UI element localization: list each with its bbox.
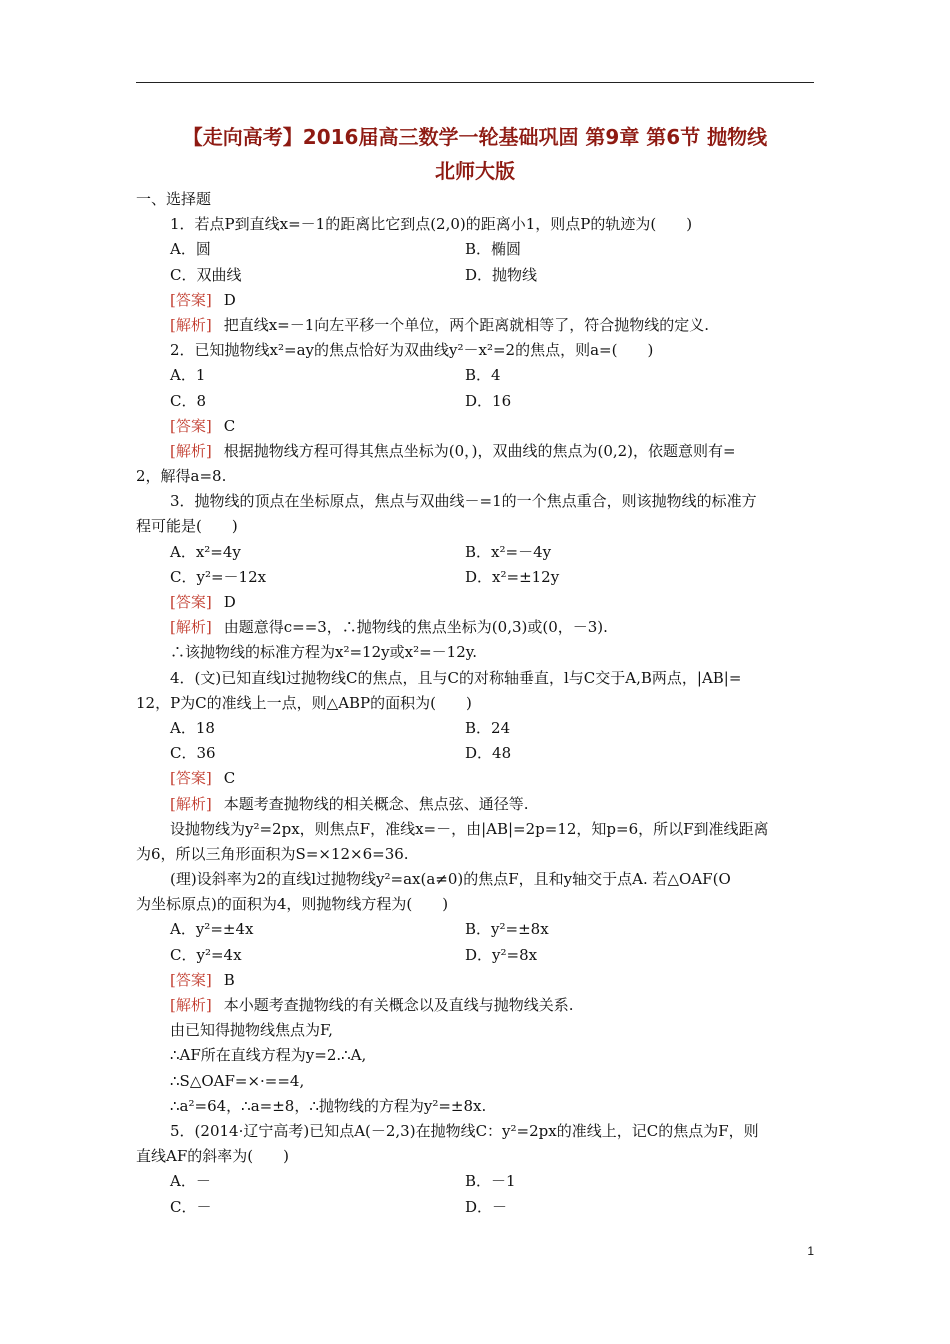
answer-tag: [解析] <box>170 618 212 637</box>
header-rule <box>136 82 814 83</box>
text-line: 一、选择题 <box>136 190 212 208</box>
text-line: 12，P为C的准线上一点，则△ABP的面积为( ) <box>136 693 472 712</box>
option-right: D．－ <box>465 1197 508 1216</box>
option-left: A．－ <box>170 1172 211 1191</box>
option-left: A．y²=±4x <box>170 920 254 939</box>
text-line: 2，解得a=8. <box>136 467 227 486</box>
answer-text: D <box>223 290 236 309</box>
option-row <box>136 540 816 565</box>
answer-text: 根据抛物线方程可得其焦点坐标为(0，)，双曲线的焦点为(0,2)，依题意则有= <box>223 441 736 460</box>
text-line: 3．抛物线的顶点在坐标原点，焦点与双曲线－=1的一个焦点重合，则该抛物线的标准方 <box>170 492 757 511</box>
option-left: C．8 <box>170 391 207 410</box>
answer-tag: [答案] <box>170 416 212 435</box>
answer-tag: [答案] <box>170 970 212 989</box>
answer-line <box>136 993 816 1018</box>
answer-tag: [解析] <box>170 794 212 813</box>
option-row <box>136 1195 816 1220</box>
text-line: 2．已知抛物线x²=ay的焦点恰好为双曲线y²－x²=2的焦点，则a=( ) <box>170 341 654 360</box>
page-number: 1 <box>807 1244 814 1258</box>
option-row <box>136 263 816 288</box>
document-title: 【走向高考】2016届高三数学一轮基础巩固 第9章 第6节 抛物线 <box>182 125 768 149</box>
answer-text: B <box>223 970 235 989</box>
text-line: 为坐标原点)的面积为4，则抛物线方程为( ) <box>136 895 449 914</box>
option-right: B．4 <box>465 366 501 385</box>
answer-tag: [答案] <box>170 593 212 611</box>
text-line: 1．若点P到直线x=－1的距离比它到点(2,0)的距离小1，则点P的轨迹为( ) <box>170 215 693 234</box>
option-left: C．36 <box>170 744 216 763</box>
option-row <box>136 1169 816 1194</box>
answer-tag: [解析] <box>170 441 212 460</box>
text-line: 5．(2014·辽宁高考)已知点A(－2,3)在抛物线C：y²=2px的准线上，记C的焦点为F，则 <box>170 1121 759 1140</box>
answer-line <box>136 792 816 817</box>
option-left: C．y²=－12x <box>170 567 267 586</box>
text-line: 由已知得抛物线焦点为F, <box>170 1021 333 1040</box>
option-row <box>136 363 816 388</box>
option-left: A．圆 <box>170 240 211 259</box>
option-row <box>136 716 816 741</box>
text-line: 4．(文)已知直线l过抛物线C的焦点，且与C的对称轴垂直，l与C交于A,B两点，|AB|= <box>170 668 742 687</box>
answer-text: D <box>223 593 236 611</box>
option-left: A．1 <box>170 366 206 385</box>
option-right: D．x²=±12y <box>465 567 560 586</box>
answer-text: C <box>223 416 236 435</box>
option-right: B．y²=±8x <box>465 920 549 939</box>
option-right: D．y²=8x <box>465 945 538 964</box>
option-right: D．48 <box>465 744 512 763</box>
document-subtitle: 北师大版 <box>435 159 515 183</box>
answer-line <box>136 968 816 993</box>
option-left: A．18 <box>170 718 215 737</box>
option-row <box>136 389 816 414</box>
option-right: B．－1 <box>465 1172 516 1191</box>
answer-tag: [解析] <box>170 996 212 1014</box>
option-row <box>136 237 816 262</box>
option-left: C．双曲线 <box>170 265 242 284</box>
answer-tag: [答案] <box>170 290 212 309</box>
text-line: ∴AF所在直线方程为y=2.∴A, <box>170 1046 367 1065</box>
answer-text: C <box>223 769 236 788</box>
answer-tag: [答案] <box>170 769 212 788</box>
text-line: 程可能是( ) <box>136 517 238 536</box>
answer-line <box>136 615 816 640</box>
option-right: B．椭圆 <box>465 240 522 259</box>
answer-line <box>136 590 816 615</box>
option-left: C．y²=4x <box>170 945 242 964</box>
text-line: 设抛物线为y²=2px，则焦点F，准线x=－，由|AB|=2p=12，知p=6，所以F到准线距离 <box>170 819 769 838</box>
option-right: D．16 <box>465 391 512 410</box>
text-line: (理)设斜率为2的直线l过抛物线y²=ax(a≠0)的焦点F，且和y轴交于点A. 若△OAF(O <box>170 870 731 889</box>
option-right: B．24 <box>465 718 511 737</box>
option-right: D．抛物线 <box>465 265 538 284</box>
text-line: ∴S△OAF=×·==4, <box>170 1071 305 1090</box>
document-body <box>136 187 816 1220</box>
answer-line <box>136 313 816 338</box>
answer-text: 把直线x=－1向左平移一个单位，两个距离就相等了，符合抛物线的定义. <box>223 315 710 334</box>
text-line: ∴该抛物线的标准方程为x²=12y或x²=－12y. <box>170 643 477 662</box>
answer-text: 由题意得c==3，∴抛物线的焦点坐标为(0,3)或(0，－3). <box>223 618 608 637</box>
option-right: B．x²=－4y <box>465 542 552 561</box>
answer-text: 本题考查抛物线的相关概念、焦点弦、通径等. <box>223 794 529 813</box>
text-line: 为6，所以三角形面积为S=×12×6=36. <box>136 844 409 863</box>
answer-text: 本小题考查抛物线的有关概念以及直线与抛物线关系. <box>223 996 574 1014</box>
text-line: ∴a²=64，∴a=±8，∴抛物线的方程为y²=±8x. <box>170 1096 487 1115</box>
option-left: C．－ <box>170 1197 212 1216</box>
answer-line <box>136 439 816 464</box>
option-left: A．x²=4y <box>170 542 241 561</box>
option-row <box>136 565 816 590</box>
option-row <box>136 917 816 942</box>
option-row <box>136 943 816 968</box>
text-line: 直线AF的斜率为( ) <box>136 1147 289 1166</box>
answer-line <box>136 414 816 439</box>
answer-tag: [解析] <box>170 315 212 334</box>
answer-line <box>136 766 816 791</box>
option-row <box>136 741 816 766</box>
answer-line <box>136 288 816 313</box>
